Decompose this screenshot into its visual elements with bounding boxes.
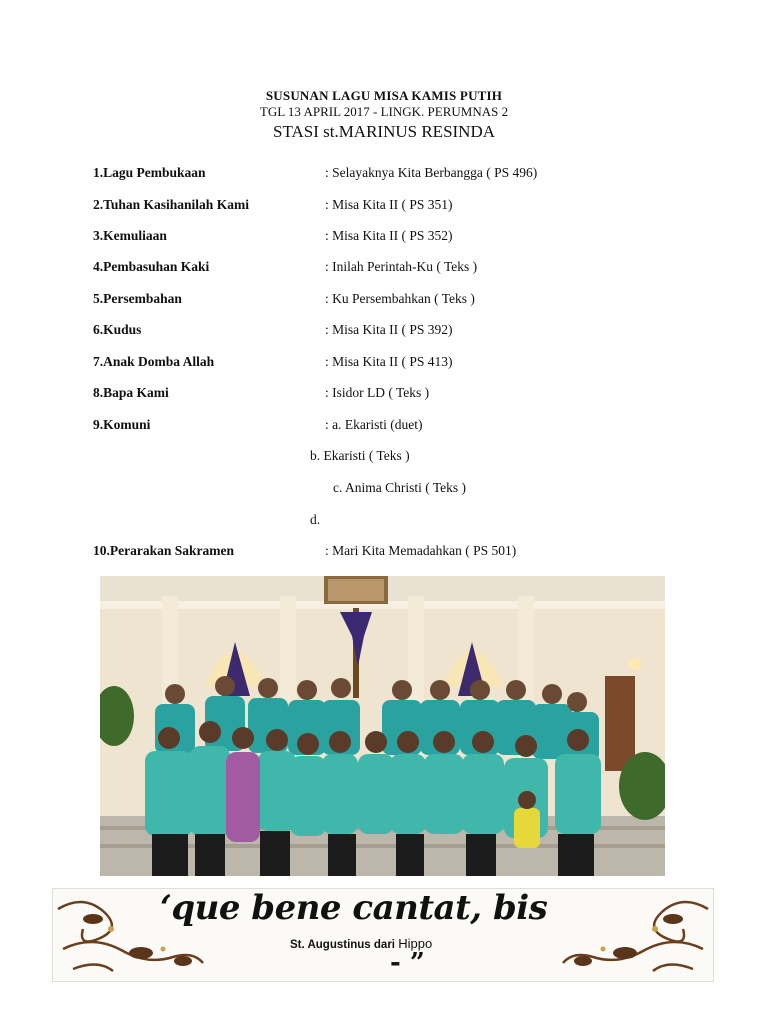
- song-value: : Mari Kita Memadahkan ( PS 501): [325, 543, 517, 558]
- communion-option-b: b. Ekaristi ( Teks ): [310, 448, 410, 463]
- song-label: 10.Perarakan Sakramen: [93, 543, 234, 558]
- song-label: 7.Anak Domba Allah: [93, 354, 215, 369]
- song-value: : Misa Kita II ( PS 351): [325, 197, 453, 212]
- song-row: [93, 385, 693, 405]
- song-label: 3.Kemuliaan: [93, 228, 167, 243]
- song-row: [93, 354, 693, 374]
- document-title: SUSUNAN LAGU MISA KAMIS PUTIH: [265, 88, 503, 103]
- song-row: [93, 291, 693, 311]
- song-row: [93, 322, 693, 342]
- communion-option-d: d.: [310, 512, 321, 527]
- song-value: : Isidor LD ( Teks ): [325, 385, 430, 400]
- song-value: : Misa Kita II ( PS 413): [325, 354, 453, 369]
- song-row-closing: [93, 543, 693, 563]
- song-value: : Selayaknya Kita Berbangga ( PS 496): [325, 165, 538, 180]
- song-row: [93, 165, 693, 185]
- quote-author-name: Hippo: [398, 936, 433, 951]
- song-label: 6.Kudus: [93, 322, 142, 337]
- communion-option-c: c. Anima Christi ( Teks ): [333, 480, 467, 495]
- song-row: [93, 417, 693, 437]
- song-value: : Misa Kita II ( PS 352): [325, 228, 453, 243]
- song-label: 8.Bapa Kami: [93, 385, 169, 400]
- song-row: [93, 259, 693, 279]
- song-label: 9.Komuni: [93, 417, 151, 432]
- song-value: : a. Ekaristi (duet): [325, 417, 423, 432]
- song-label: 4.Pembasuhan Kaki: [93, 259, 210, 274]
- song-value: : Inilah Perintah-Ku ( Teks ): [325, 259, 478, 274]
- song-value: : Ku Persembahkan ( Teks ): [325, 291, 475, 306]
- song-row: [93, 228, 693, 248]
- document-subtitle-station: STASI st.MARINUS RESINDA: [272, 122, 496, 141]
- choir-group-photo: [100, 576, 665, 876]
- song-row: [93, 197, 693, 217]
- latin-quote: ‘que bene cantat, bis: [160, 888, 548, 928]
- song-value: : Misa Kita II ( PS 392): [325, 322, 453, 337]
- document-subtitle-date: TGL 13 APRIL 2017 - LINGK. PERUMNAS 2: [259, 104, 509, 119]
- song-label: 2.Tuhan Kasihanilah Kami: [93, 197, 249, 212]
- quote-closing-mark: - ”: [390, 948, 425, 978]
- song-label: 5.Persembahan: [93, 291, 182, 306]
- quote-author-prefix: St. Augustinus dari: [290, 939, 399, 951]
- choir-photo-illustration: [100, 576, 665, 876]
- song-label: 1.Lagu Pembukaan: [93, 165, 206, 180]
